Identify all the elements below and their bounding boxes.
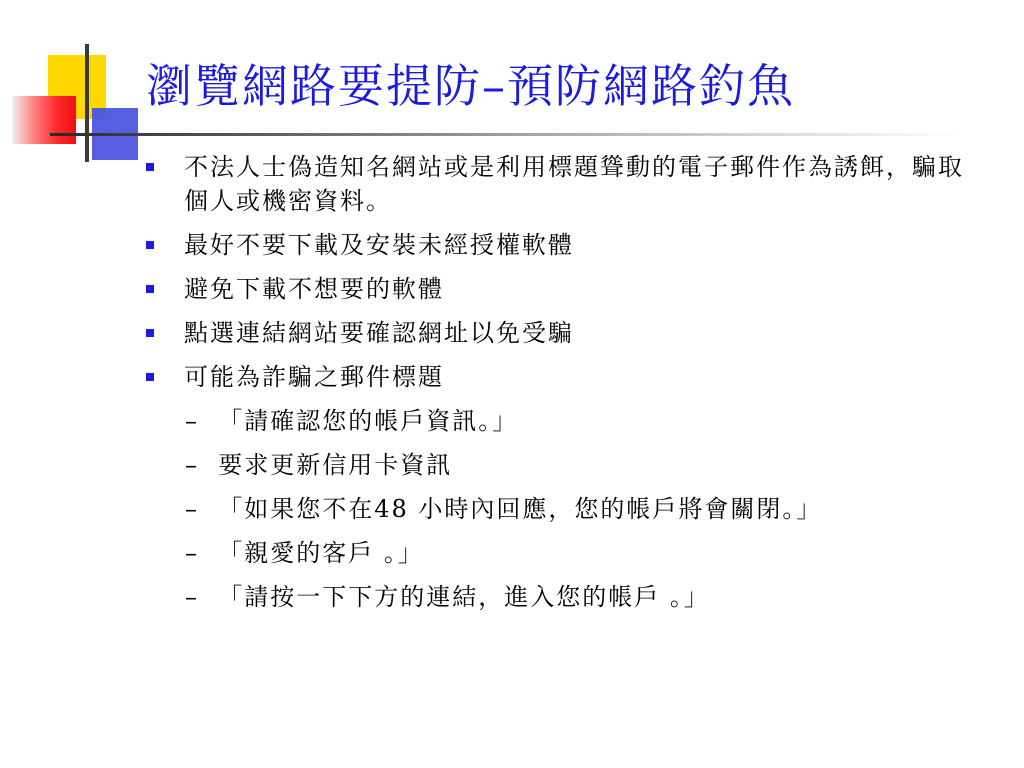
bullet-text: 可能為詐騙之郵件標題 bbox=[184, 363, 444, 391]
sub-item: – 「親愛的客戶 。」 bbox=[185, 539, 424, 567]
bullet-text: 點選連結網站要確認網址以免受騙 bbox=[184, 319, 574, 347]
bullet-item bbox=[145, 360, 965, 394]
title-underline bbox=[50, 133, 960, 136]
bullet-text: 不法人士偽造知名網站或是利用標題聳動的電子郵件作為誘餌，騙取個人或機密資料。 bbox=[184, 153, 964, 215]
bullet-text: 最好不要下載及安裝未經授權軟體 bbox=[184, 231, 574, 259]
bullet-item bbox=[145, 272, 965, 306]
bullet-square-icon bbox=[146, 285, 154, 293]
bullet-item bbox=[145, 150, 965, 218]
sub-item: – 「請按一下下方的連結，進入您的帳戶 。」 bbox=[185, 583, 710, 611]
sub-item: – 要求更新信用卡資訊 bbox=[185, 451, 453, 479]
bullet-square-icon bbox=[146, 241, 154, 249]
sub-item: – 「如果您不在48 小時內回應，您的帳戶將會關閉。」 bbox=[185, 495, 823, 523]
slide-content bbox=[145, 150, 965, 624]
bullet-item bbox=[145, 316, 965, 350]
bullet-item bbox=[145, 228, 965, 262]
decoration-red-gradient-bar bbox=[12, 96, 76, 144]
bullet-text: 避免下載不想要的軟體 bbox=[184, 275, 444, 303]
bullet-square-icon bbox=[146, 373, 154, 381]
bullet-square-icon bbox=[146, 329, 154, 337]
sub-item: – 「請確認您的帳戶資訊。」 bbox=[185, 407, 519, 435]
slide-title: 瀏覽網路要提防–預防網路釣魚 bbox=[146, 59, 795, 113]
decoration-vertical-line bbox=[85, 44, 89, 162]
bullet-square-icon bbox=[146, 163, 154, 171]
